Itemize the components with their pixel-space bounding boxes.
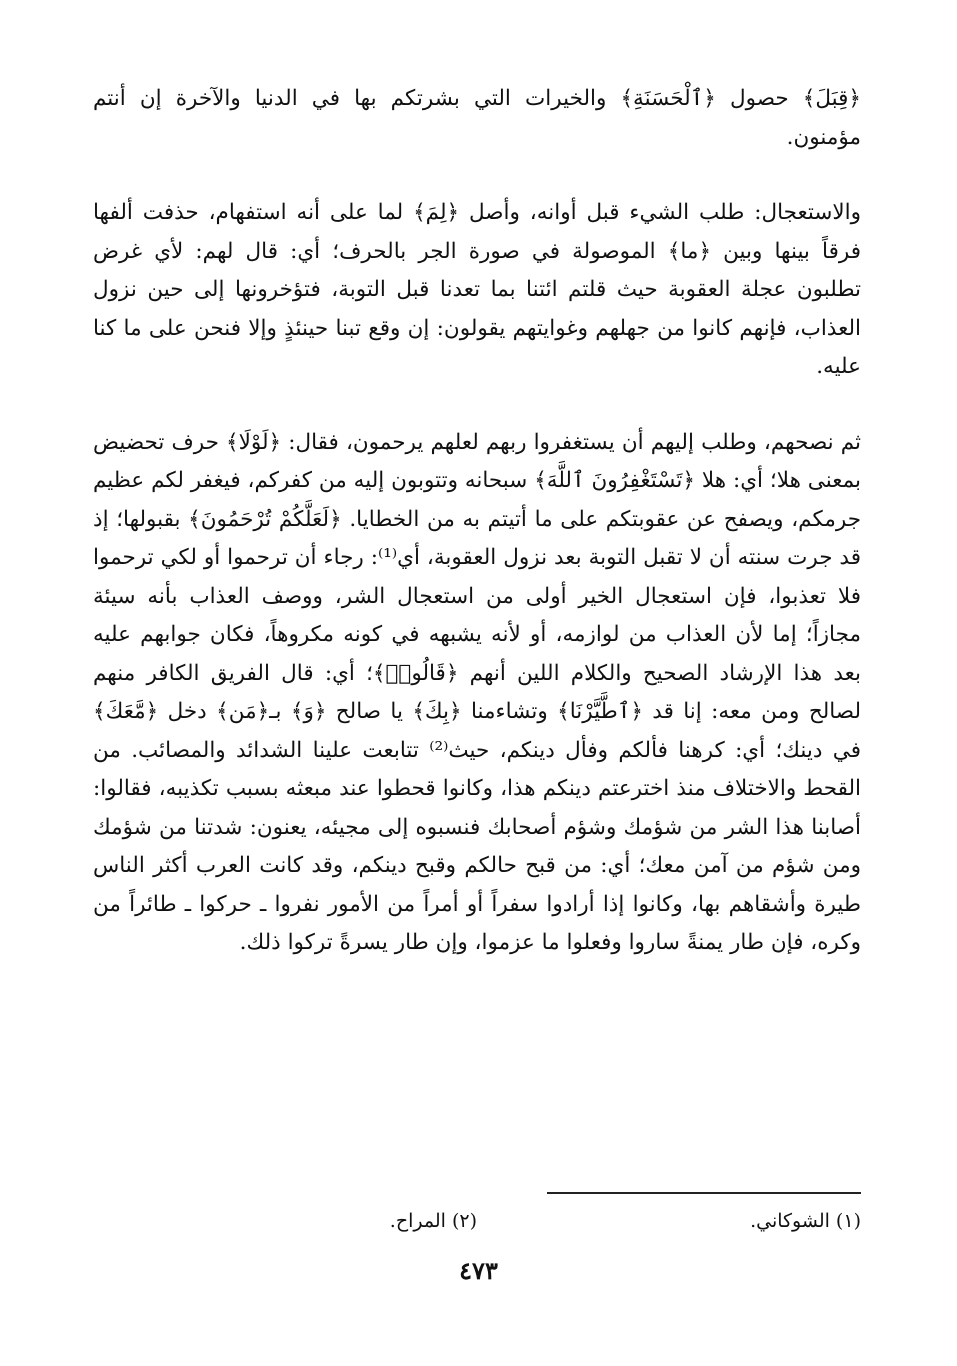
paragraph-1: ﴿قِبَلَ﴾ حصول ﴿ٱلْحَسَنَةِ﴾ والخيرات التي بشرتكم بها في الدنيا والآخرة إن أنتم مؤمنون.: [93, 86, 861, 150]
footnote-2: (٢) المراح.: [389, 1210, 477, 1232]
page-number: ٤٧٣: [459, 1256, 498, 1285]
page-body: [93, 80, 861, 963]
footnote-separator: [547, 1192, 861, 1194]
footnote-1: (١) الشوكاني.: [750, 1210, 861, 1232]
paragraph-2: والاستعجال: طلب الشيء قبل أوانه، وأصل ﴿لِمَ﴾ لما على أنه استفهام، حذفت ألفها فرقاً بينها وبين ﴿ما﴾ الموصولة في صورة الجر بالحرف؛ أي: قال لهم: لأي غرض تطلبون عجلة العقوبة حيث قلتم ائتنا بما تعدنا قبل التوبة، فتؤخرونها إلى حين نزول العذاب، فإنهم كانوا من جهلهم وغوايتهم يقولون: إن وقع تبنا حينئذٍ وإلا فنحن على ما كنا عليه.: [93, 200, 861, 379]
footnotes: [93, 1206, 861, 1236]
paragraph-3: ثم نصحهم، وطلب إليهم أن يستغفروا ربهم لعلهم يرحمون، فقال: ﴿لَوْلَا﴾ حرف تحضيض بمعنى هلا؛ أي: هلا ﴿تَسْتَغْفِرُونَ ٱللَّهَ﴾ سبحانه وتتوبون إليه من كفركم، فيغفر لكم عظيم جرمكم، ويصفح عن عقوبتكم على ما أتيتم به من الخطايا. ﴿لَعَلَّكُمْ تُرْحَمُونَ﴾ بقبولها؛ إذ قد جرت سنته أن لا تقبل التوبة بعد نزول العقوبة، أي⁽¹⁾: رجاء أن ترحموا أو لكي ترحموا فلا تعذبوا، فإن استعجال الخير أولى من استعجال الشر، ووصف العذاب بأنه سيئة مجازاً؛ إما لأن العذاب من لوازمه، أو لأنه يشبهه في كونه مكروهاً، فكان جوابهم عليه بعد هذا الإرشاد الصحيح والكلام اللين أنهم ﴿قَالُوا۟﴾؛ أي: قال الفريق الكافر منهم لصالح ومن معه: إنا قد ﴿ٱطَّيَّرْنَا﴾ وتشاءمنا ﴿بِكَ﴾ يا صالح ﴿وَ﴾ بـ﴿مَن﴾ دخل ﴿مَّعَكَ﴾ في دينك؛ أي: كرهنا فألكم وفأل دينكم، حيث⁽²⁾ تتابعت علينا الشدائد والمصائب. من القحط والاختلاف منذ اخترعتم دينكم هذا، وكانوا قحطوا عند مبعثه بسبب تكذيبه، فقالوا: أصابنا هذا الشر من شؤمك وشؤم أصحابك فنسبوه إلى مجيئه، يعنون: شدتنا من شؤمك ومن شؤم من آمن معك؛ أي: من قبح حالكم وقبح دينكم، وقد كانت العرب أكثر الناس طيرة وأشقاهم بها، وكانوا إذا أرادوا سفراً أو أمراً من الأمور نفروا ـ حركوا ـ طائراً من وكره، فإن طار يمنةً ساروا وفعلوا ما عزموا، وإن طار يسرةً تركوا ذلك.: [93, 429, 861, 955]
